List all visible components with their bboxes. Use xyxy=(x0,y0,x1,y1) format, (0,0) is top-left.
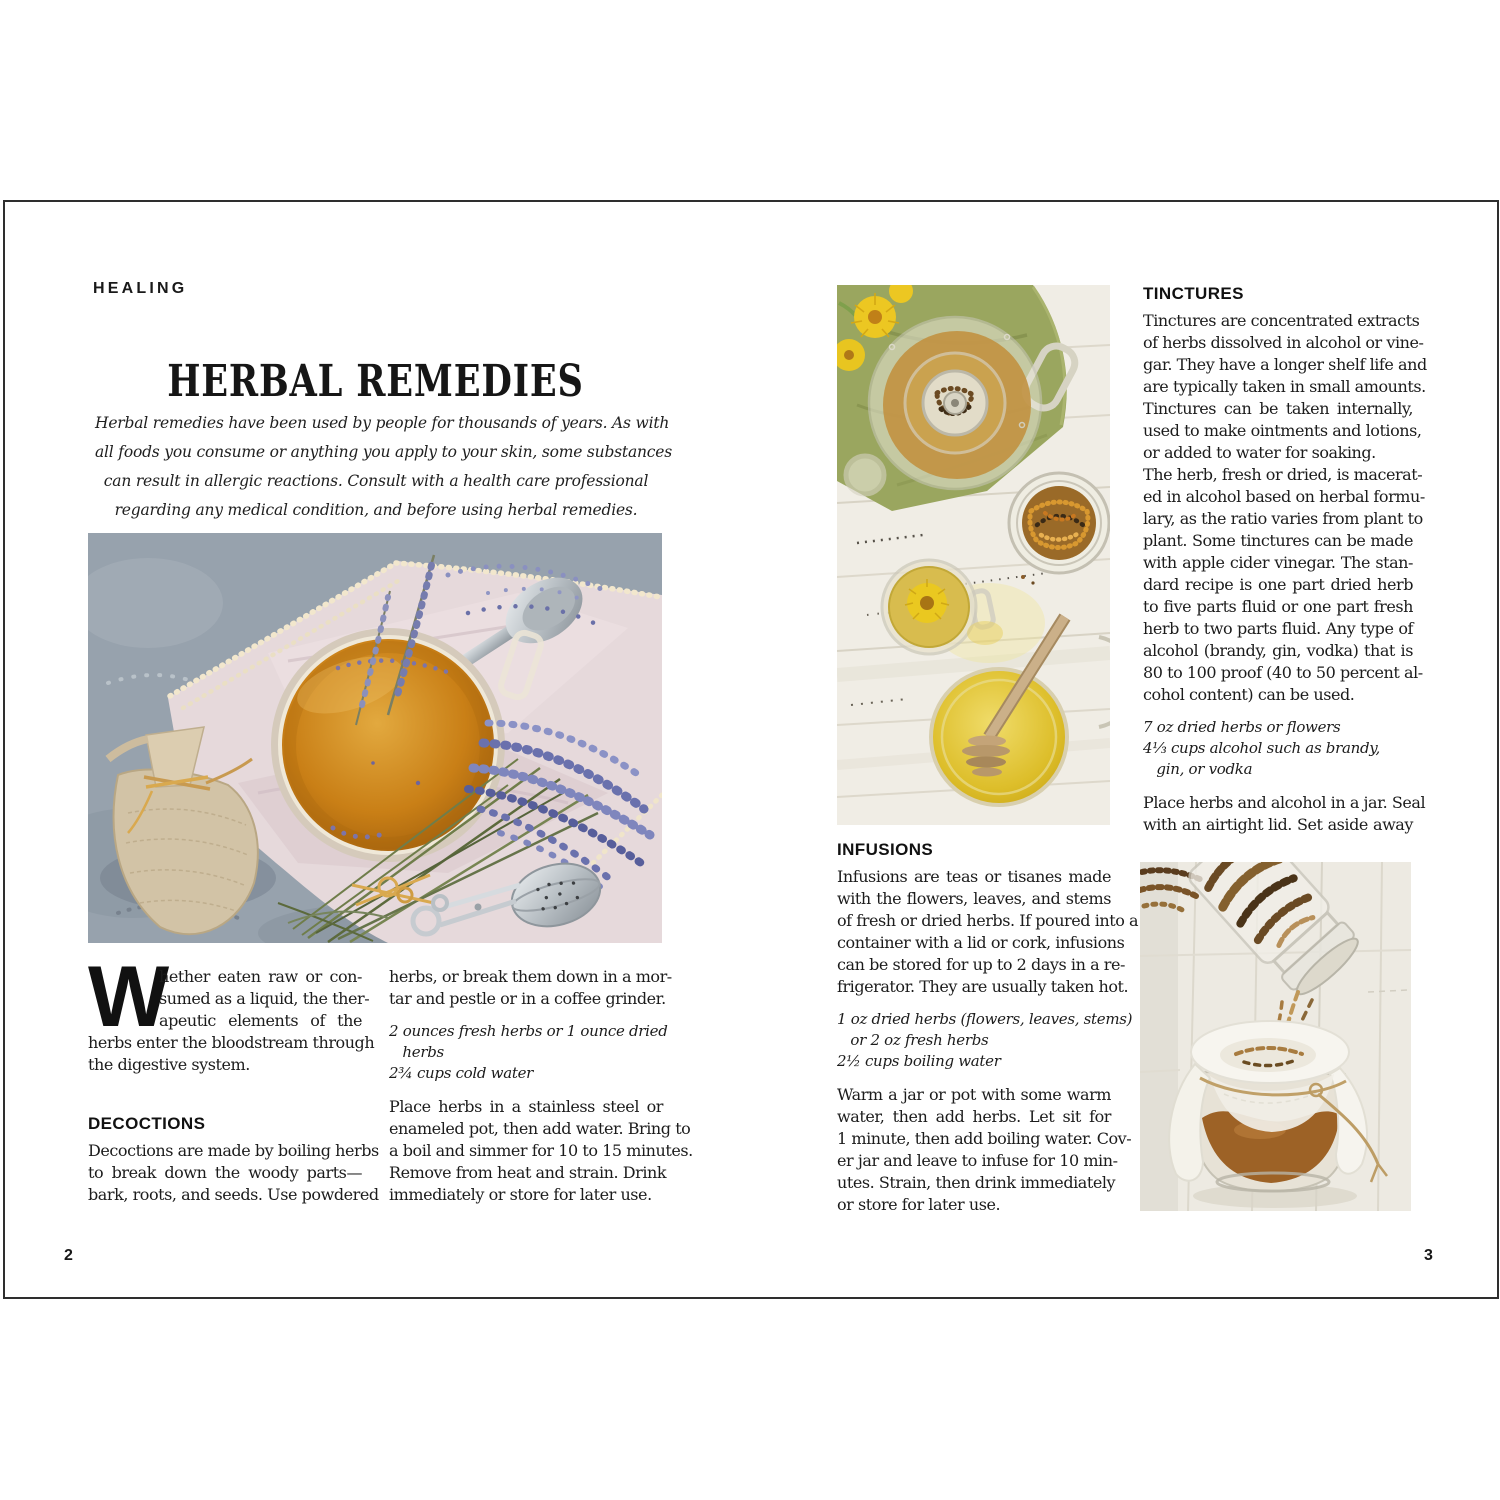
tinctures-paragraph-2: The herb, fresh or dried, is macerat- ed in alcohol based on herbal formu- lary, as the ratio varies from plant to plant. Some tinctures can be made with apple cider vinegar. The stan- dard recipe is one part dried herb to five parts fluid or one part fresh herb to two parts fluid. Any type of alcohol (brandy, gin, vodka) that is 80 to 100 proof (40 to 50 percent al- cohol content) can be used. xyxy=(1143,465,1425,704)
chapter-label: HEALING xyxy=(93,280,188,297)
decoctions-paragraph: Decoctions are made by boiling herbs to break down the woody parts— bark, roots, and seeds. Use powdered xyxy=(88,1141,379,1204)
tinctures-column xyxy=(1143,284,1427,836)
photo-dandelion-tea xyxy=(837,285,1110,825)
tinctures-method: Place herbs and alcohol in a jar. Seal with an airtight lid. Set aside away xyxy=(1143,793,1426,834)
decoctions-recipe: 2 ounces fresh herbs or 1 ounce dried herbs 2¾ cups cold water xyxy=(389,1022,668,1082)
dropcap-w: W xyxy=(88,949,168,1045)
photo-tincture-jar xyxy=(1140,862,1411,1211)
infusions-column xyxy=(837,840,1139,1216)
photo-lavender-tea xyxy=(88,533,662,943)
intro-text: Herbal remedies have been used by people for thousands of years. As with all foods you consume or anything you apply to your skin, some substances can result in allergic reactions. Consult with a health care professional regarding any medical condition, and before using herbal remedies. xyxy=(95,414,672,519)
left-column-2 xyxy=(389,966,693,1206)
decoctions-method: Place herbs in a stainless steel or enameled pot, then add water. Bring to a boil and simmer for 10 to 15 minutes. Remove from heat and strain. Drink immediately or store for later use. xyxy=(389,1097,693,1204)
infusions-paragraph: Infusions are teas or tisanes made with the flowers, leaves, and stems of fresh or dried herbs. If poured into a container with a lid or cork, infusions can be stored for up to 2 days in a re- frigerator. They are usually taken hot. xyxy=(837,867,1139,996)
infusions-method: Warm a jar or pot with some warm water, then add herbs. Let sit for 1 minute, then add boiling water. Cov- er jar and leave to infuse for 10 min- utes. Strain, then drink immediately or store for later use. xyxy=(837,1085,1132,1214)
page-title: HERBAL REMEDIES xyxy=(167,356,584,407)
decoctions-paragraph-continued: herbs, or break them down in a mor- tar and pestle or in a coffee grinder. xyxy=(389,967,672,1008)
left-column-1 xyxy=(88,949,379,1206)
tinctures-heading: TINCTURES xyxy=(1143,284,1244,303)
tinctures-recipe: 7 oz dried herbs or flowers 4⅓ cups alcohol such as brandy, gin, or vodka xyxy=(1143,718,1380,778)
infusions-heading: INFUSIONS xyxy=(837,840,934,859)
tinctures-paragraph-1: Tinctures are concentrated extracts of herbs dissolved in alcohol or vine- gar. They have a longer shelf life and are typically taken in small amounts. Tinctures can be taken internally, used to make ointments and lotions, or added to water for soaking. xyxy=(1143,311,1427,462)
infusions-recipe: 1 oz dried herbs (flowers, leaves, stems) or 2 oz fresh herbs 2½ cups boiling water xyxy=(837,1010,1133,1070)
page-number-left: 2 xyxy=(64,1247,73,1264)
opening-paragraph: hether eaten raw or con- sumed as a liquid, the ther- apeutic elements of the herbs enter the bloodstream through the digestive system. xyxy=(88,967,375,1074)
page-number-right: 3 xyxy=(1424,1247,1433,1264)
decoctions-heading: DECOCTIONS xyxy=(88,1114,206,1133)
